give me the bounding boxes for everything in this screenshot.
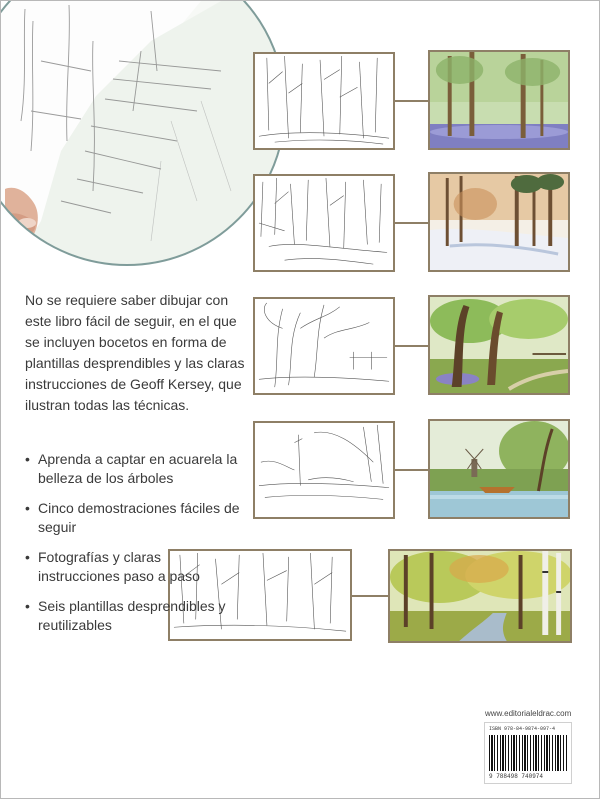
- list-item: • Seis plantillas desprendibles y reutilizables: [25, 597, 245, 635]
- painting-bluebell-wood: [428, 50, 570, 150]
- feature-list: [25, 450, 245, 646]
- list-item: • Cinco demostraciones fáciles de seguir: [25, 499, 245, 537]
- connector-line-4: [395, 469, 429, 471]
- isbn-label: ISBN 978-84-9874-097-4: [489, 726, 556, 732]
- sketch-template-1: [253, 52, 395, 150]
- painting-river-windmill: [428, 419, 570, 519]
- publisher-website: www.editorialeldrac.com: [485, 709, 572, 718]
- sketch-template-4: [253, 421, 395, 519]
- description-paragraph: No se requiere saber dibujar con este libro fácil de seguir, en el que se incluyen bocetos en forma de plantillas desprendibles y las claras instrucciones de Geoff Kersey, que ilustran todas las técnicas.: [25, 292, 245, 413]
- sketch-template-3: [253, 297, 395, 395]
- connector-line-5: [352, 595, 389, 597]
- tracing-paper-photo: [1, 1, 291, 271]
- barcode-bars: [489, 735, 567, 771]
- barcode-digits: 9 788498 740974: [489, 773, 544, 780]
- isbn-barcode: [484, 722, 572, 784]
- connector-line-3: [395, 345, 429, 347]
- list-item: • Aprenda a captar en acuarela la belleza de los árboles: [25, 450, 245, 488]
- connector-line-1: [395, 100, 429, 102]
- painting-snow-forest: [428, 172, 570, 272]
- sketch-template-2: [253, 174, 395, 272]
- painting-spring-oaks: [428, 295, 570, 395]
- list-item: • Fotografías y claras instrucciones paso a paso: [25, 548, 245, 586]
- connector-line-2: [395, 222, 429, 224]
- painting-birch-path: [388, 549, 572, 643]
